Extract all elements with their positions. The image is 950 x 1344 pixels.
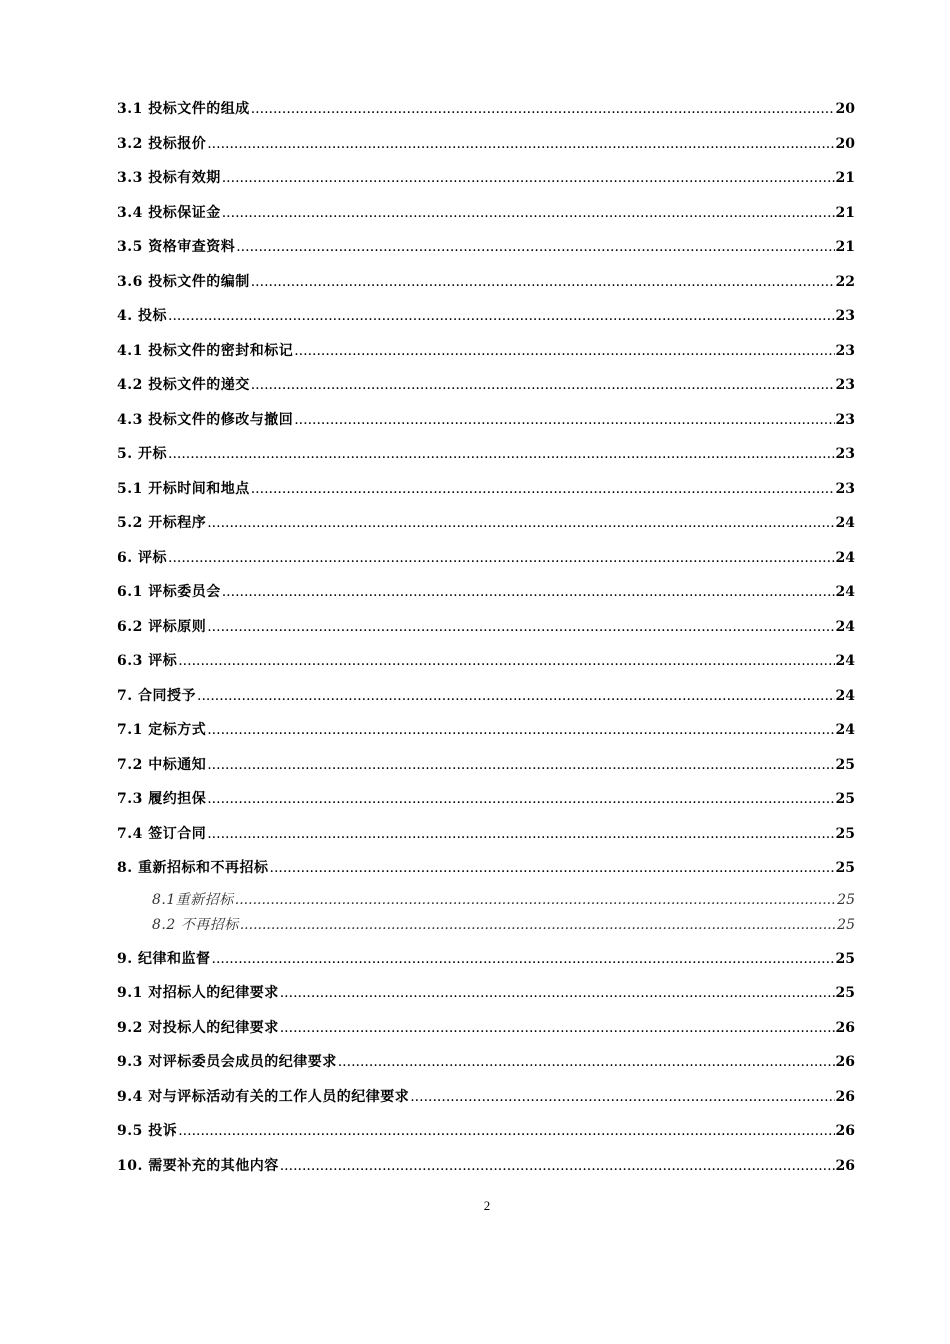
toc-dot-leader — [222, 584, 835, 600]
toc-entry-title: 3.5 资格审查资料 — [117, 239, 236, 255]
toc-page-number: 23 — [835, 308, 855, 324]
toc-dot-leader — [251, 274, 835, 290]
toc-entry[interactable] — [117, 1017, 855, 1052]
toc-entry-title: 8. 重新招标和不再招标 — [117, 860, 269, 876]
toc-entry-title: 8.1重新招标 — [152, 891, 234, 908]
toc-entry[interactable] — [117, 788, 855, 823]
toc-dot-leader — [251, 101, 835, 117]
toc-page-number: 24 — [835, 687, 855, 704]
toc-entry[interactable] — [117, 857, 855, 892]
toc-entry[interactable] — [117, 133, 855, 168]
toc-dot-leader — [280, 985, 835, 1001]
toc-entry[interactable] — [117, 616, 855, 651]
toc-page-number: 26 — [835, 1088, 855, 1105]
toc-entry[interactable] — [117, 236, 855, 271]
toc-dot-leader — [178, 1123, 834, 1139]
toc-page-number: 26 — [835, 1054, 855, 1070]
toc-page-number: 21 — [835, 204, 855, 221]
toc-entry-title: 4.1 投标文件的密封和标记 — [117, 342, 294, 359]
toc-entry-title: 6.1 评标委员会 — [117, 584, 221, 600]
toc-entry-title: 10. 需要补充的其他内容 — [117, 1157, 279, 1174]
toc-page-number: 20 — [835, 101, 855, 117]
toc-dot-leader — [168, 308, 835, 324]
toc-page-number: 24 — [835, 722, 855, 738]
toc-dot-leader — [207, 791, 834, 807]
toc-dot-leader — [178, 653, 834, 669]
toc-entry-title: 5.2 开标程序 — [117, 515, 207, 531]
toc-entry-title: 7.4 签订合同 — [117, 825, 207, 842]
toc-entry-title: 5. 开标 — [117, 446, 167, 462]
toc-entry[interactable] — [117, 1120, 855, 1155]
toc-page-number: 22 — [835, 273, 855, 290]
toc-entry[interactable] — [117, 982, 855, 1017]
toc-entry[interactable] — [117, 948, 855, 983]
toc-page-number: 25 — [835, 950, 855, 967]
toc-dot-leader — [294, 412, 834, 428]
toc-entry[interactable] — [117, 409, 855, 444]
toc-entry-title: 6. 评标 — [117, 549, 167, 566]
toc-dot-leader — [280, 1158, 835, 1174]
toc-entry-title: 9.2 对投标人的纪律要求 — [117, 1019, 279, 1036]
page-number: 2 — [483, 1198, 491, 1213]
toc-page-number: 26 — [835, 1157, 855, 1174]
toc-page-number: 23 — [835, 411, 855, 428]
toc-subentry[interactable] — [117, 889, 855, 914]
toc-page-number: 24 — [835, 653, 855, 669]
toc-dot-leader — [207, 619, 834, 635]
toc-entry-title: 9.3 对评标委员会成员的纪律要求 — [117, 1054, 337, 1070]
toc-dot-leader — [212, 951, 835, 967]
toc-dot-leader — [222, 205, 835, 221]
toc-entry[interactable] — [117, 340, 855, 375]
toc-entry[interactable] — [117, 1155, 855, 1190]
toc-entry[interactable] — [117, 1051, 855, 1086]
toc-entry[interactable] — [117, 754, 855, 789]
toc-dot-leader — [207, 136, 834, 152]
toc-page-number: 24 — [835, 549, 855, 566]
toc-dot-leader — [168, 446, 835, 462]
toc-dot-leader — [222, 170, 835, 186]
table-of-contents — [117, 98, 855, 1189]
toc-page-number: 26 — [835, 1123, 855, 1139]
toc-entry[interactable] — [117, 271, 855, 306]
toc-entry[interactable] — [117, 167, 855, 202]
toc-entry-title: 3.3 投标有效期 — [117, 170, 221, 186]
toc-page-number: 25 — [835, 825, 855, 842]
toc-entry[interactable] — [117, 374, 855, 409]
toc-dot-leader — [168, 550, 835, 566]
toc-dot-leader — [240, 917, 836, 933]
toc-page-number: 23 — [835, 446, 855, 462]
toc-entry[interactable] — [117, 650, 855, 685]
toc-entry-title: 9.4 对与评标活动有关的工作人员的纪律要求 — [117, 1088, 410, 1105]
toc-entry-title: 7.2 中标通知 — [117, 756, 207, 773]
toc-dot-leader — [207, 757, 834, 773]
toc-dot-leader — [236, 239, 834, 255]
toc-page-number: 26 — [835, 1019, 855, 1036]
toc-dot-leader — [251, 377, 835, 393]
toc-dot-leader — [207, 826, 834, 842]
toc-page-number: 25 — [835, 860, 855, 876]
toc-entry[interactable] — [117, 581, 855, 616]
toc-entry[interactable] — [117, 685, 855, 720]
toc-entry-title: 3.1 投标文件的组成 — [117, 101, 250, 117]
toc-page-number: 23 — [835, 377, 855, 393]
toc-page-number: 21 — [835, 239, 855, 255]
toc-dot-leader — [251, 481, 835, 497]
toc-page-number: 25 — [837, 916, 855, 933]
toc-page-number: 24 — [835, 584, 855, 600]
toc-entry-title: 4.3 投标文件的修改与撤回 — [117, 411, 294, 428]
toc-entry-title: 3.2 投标报价 — [117, 135, 207, 152]
toc-dot-leader — [280, 1020, 835, 1036]
toc-entry[interactable] — [117, 443, 855, 478]
toc-entry-title: 3.4 投标保证金 — [117, 204, 221, 221]
toc-entry-title: 8.2 不再招标 — [152, 916, 239, 933]
toc-entry-title: 9.5 投诉 — [117, 1123, 178, 1139]
toc-entry[interactable] — [117, 1086, 855, 1121]
toc-dot-leader — [410, 1089, 834, 1105]
toc-entry[interactable] — [117, 512, 855, 547]
toc-page-number: 20 — [835, 135, 855, 152]
toc-entry-title: 7.3 履约担保 — [117, 791, 207, 807]
toc-entry[interactable] — [117, 719, 855, 754]
toc-entry-title: 9.1 对招标人的纪律要求 — [117, 985, 279, 1001]
toc-page-number: 25 — [835, 791, 855, 807]
toc-dot-leader — [338, 1054, 835, 1070]
toc-entry-title: 3.6 投标文件的编制 — [117, 273, 250, 290]
toc-entry[interactable] — [117, 478, 855, 513]
toc-dot-leader — [235, 892, 836, 908]
toc-dot-leader — [207, 515, 834, 531]
toc-entry-title: 6.3 评标 — [117, 653, 178, 669]
toc-page-number: 23 — [835, 342, 855, 359]
toc-entry-title: 4. 投标 — [117, 308, 167, 324]
toc-page-number: 25 — [835, 985, 855, 1001]
toc-subentry[interactable] — [117, 914, 855, 939]
toc-dot-leader — [197, 688, 835, 704]
toc-entry-title: 5.1 开标时间和地点 — [117, 480, 250, 497]
toc-page-number: 24 — [835, 515, 855, 531]
toc-entry-title: 9. 纪律和监督 — [117, 950, 211, 967]
toc-entry[interactable] — [117, 202, 855, 237]
toc-entry-title: 6.2 评标原则 — [117, 618, 207, 635]
toc-entry[interactable] — [117, 305, 855, 340]
toc-dot-leader — [294, 343, 834, 359]
toc-page-number: 23 — [835, 480, 855, 497]
toc-dot-leader — [207, 722, 834, 738]
toc-page-number: 25 — [835, 756, 855, 773]
toc-entry[interactable] — [117, 823, 855, 858]
toc-page-number: 21 — [835, 170, 855, 186]
toc-entry-title: 4.2 投标文件的递交 — [117, 377, 250, 393]
toc-page-number: 25 — [837, 891, 855, 908]
toc-page-number: 24 — [835, 618, 855, 635]
toc-entry[interactable] — [117, 547, 855, 582]
toc-dot-leader — [270, 860, 835, 876]
toc-entry[interactable] — [117, 98, 855, 133]
toc-entry-title: 7. 合同授予 — [117, 687, 196, 704]
toc-entry-title: 7.1 定标方式 — [117, 722, 207, 738]
